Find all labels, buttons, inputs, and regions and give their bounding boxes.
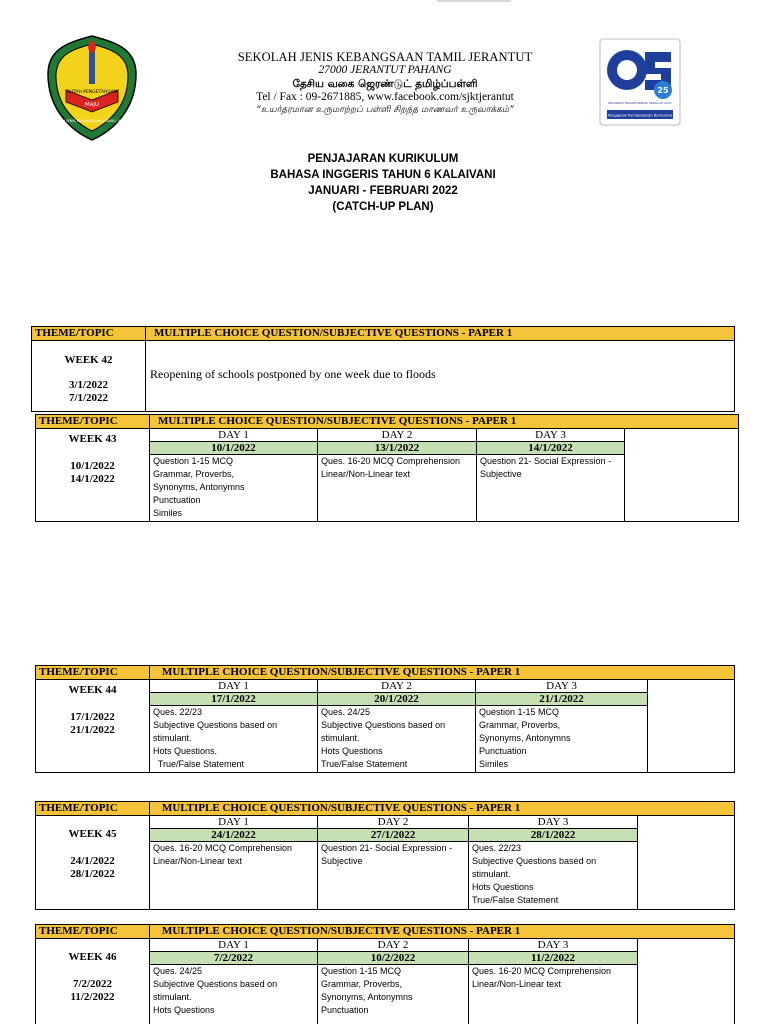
week-start-date: 3/1/2022 bbox=[68, 379, 109, 391]
day-date: 20/1/2022 bbox=[318, 693, 476, 706]
empty-cell bbox=[638, 816, 735, 910]
school-contact: Tel / Fax : 09-2671885, www.facebook.com/sjktjerantut bbox=[256, 91, 514, 103]
content-line: Question 1-15 MCQ bbox=[153, 456, 234, 466]
empty-cell bbox=[638, 939, 735, 1024]
content-line: stimulant. bbox=[153, 733, 192, 743]
school-tamil-name: தேசிய வகை ஜெரண்டுட் தமிழ்ப்பள்ளி bbox=[292, 78, 478, 90]
content-line: Linear/Non-Linear text bbox=[472, 979, 562, 989]
content-line: Punctuation bbox=[321, 1005, 369, 1015]
content-line: Linear/Non-Linear text bbox=[321, 469, 411, 479]
week-number: WEEK 45 bbox=[68, 828, 117, 840]
day-content bbox=[150, 842, 318, 910]
day-label: DAY 3 bbox=[469, 816, 638, 829]
day-date: 10/2/2022 bbox=[318, 952, 469, 965]
day-date: 13/1/2022 bbox=[318, 442, 477, 455]
title-line-1: PENJAJARAN KURIKULUM bbox=[307, 153, 459, 165]
theme-row bbox=[36, 802, 735, 816]
week-42-table bbox=[31, 326, 735, 412]
empty-cell bbox=[648, 680, 735, 773]
week-start-date: 17/1/2022 bbox=[70, 711, 115, 723]
week-start-date: 7/2/2022 bbox=[72, 978, 113, 990]
theme-text: MULTIPLE CHOICE QUESTION/SUBJECTIVE QUESTIONS - PAPER 1 bbox=[150, 925, 735, 939]
day-label: DAY 3 bbox=[477, 429, 625, 442]
theme-row bbox=[32, 327, 735, 341]
content-line: Hots Questions bbox=[153, 1005, 215, 1015]
content-line: Similes bbox=[153, 508, 183, 518]
theme-label: THEME/TOPIC bbox=[36, 415, 150, 429]
content-line: Grammar, Proverbs, bbox=[479, 720, 561, 730]
theme-label: THEME/TOPIC bbox=[36, 925, 150, 939]
week-end-date: 11/2/2022 bbox=[70, 991, 115, 1003]
day-content bbox=[476, 706, 648, 773]
content-line: Subjective bbox=[321, 856, 363, 866]
content-line: Subjective Questions based on bbox=[153, 979, 278, 989]
crest-ribbon-text: MAJU bbox=[84, 102, 100, 108]
content-line: Ques. 16-20 MCQ Comprehension bbox=[321, 456, 461, 466]
content-line: Ques. 24/25 bbox=[153, 966, 203, 976]
content-line: Hots Questions. bbox=[153, 746, 218, 756]
day-label: DAY 1 bbox=[150, 429, 318, 442]
school-crest-logo bbox=[44, 34, 140, 142]
content-line: Grammar, Proverbs, bbox=[153, 469, 235, 479]
theme-label: THEME/TOPIC bbox=[36, 802, 150, 816]
day-content bbox=[318, 706, 476, 773]
content-line: True/False Statement bbox=[321, 759, 408, 769]
day-content bbox=[318, 842, 469, 910]
day-label: DAY 2 bbox=[318, 816, 469, 829]
content-line: Grammar, Proverbs, bbox=[321, 979, 403, 989]
day-content bbox=[318, 965, 469, 1024]
content-line: Subjective Questions based on bbox=[472, 856, 597, 866]
content-line: Ques. 22/23 bbox=[153, 707, 203, 717]
content-line: Hots Questions bbox=[472, 882, 534, 892]
content-line: Ques. 16-20 MCQ Comprehension bbox=[153, 843, 293, 853]
day-label: DAY 1 bbox=[150, 680, 318, 693]
content-line: Hots Questions bbox=[321, 746, 383, 756]
day-label: DAY 2 bbox=[318, 429, 477, 442]
theme-row bbox=[36, 666, 735, 680]
day-content bbox=[477, 455, 625, 522]
day-content bbox=[469, 965, 638, 1024]
title-line-4: (CATCH-UP PLAN) bbox=[332, 201, 434, 213]
content-line: stimulant. bbox=[321, 733, 360, 743]
week-start-date: 10/1/2022 bbox=[70, 460, 115, 472]
content-line: Ques. 22/23 bbox=[472, 843, 522, 853]
week-43-table bbox=[35, 414, 739, 522]
week-cell bbox=[36, 429, 150, 522]
week-cell bbox=[36, 816, 150, 910]
day-date: 10/1/2022 bbox=[150, 442, 318, 455]
crest-banner-text: SUTAH PENGETAHUAN bbox=[66, 90, 118, 95]
content-line: Question 21- Social Expression - bbox=[480, 456, 612, 466]
content-line: Similes bbox=[479, 759, 509, 769]
day-label: DAY 1 bbox=[150, 816, 318, 829]
theme-text: MULTIPLE CHOICE QUESTION/SUBJECTIVE QUESTIONS - PAPER 1 bbox=[150, 415, 739, 429]
theme-label: THEME/TOPIC bbox=[32, 327, 146, 341]
school-header bbox=[200, 50, 570, 116]
theme-text: MULTIPLE CHOICE QUESTION/SUBJECTIVE QUESTIONS - PAPER 1 bbox=[150, 666, 735, 680]
badge-caption: PROGRAM TRANSFORMASI SEKOLAH 2025 bbox=[608, 101, 672, 105]
week-number: WEEK 44 bbox=[68, 684, 117, 696]
day-label: DAY 3 bbox=[469, 939, 638, 952]
week-end-date: 14/1/2022 bbox=[70, 473, 115, 485]
week-number: WEEK 46 bbox=[68, 951, 117, 963]
content-line: True/False Statement bbox=[153, 759, 245, 769]
day-date: 27/1/2022 bbox=[318, 829, 469, 842]
day-content bbox=[150, 455, 318, 522]
badge-number: 25 bbox=[657, 86, 669, 95]
day-label: DAY 2 bbox=[318, 680, 476, 693]
content-line: Ques. 24/25 bbox=[321, 707, 371, 717]
week-cell bbox=[32, 341, 146, 412]
transformation-badge-logo bbox=[599, 38, 681, 126]
day-date: 11/2/2022 bbox=[469, 952, 638, 965]
title-line-3: JANUARI - FEBRUARI 2022 bbox=[308, 185, 458, 197]
week-cell bbox=[36, 680, 150, 773]
week-note: Reopening of schools postponed by one week due to floods bbox=[146, 341, 735, 412]
day-content bbox=[150, 965, 318, 1024]
content-line: Subjective bbox=[480, 469, 522, 479]
content-line: Synonyms, Antonymns bbox=[153, 482, 245, 492]
theme-text: MULTIPLE CHOICE QUESTION/SUBJECTIVE QUESTIONS - PAPER 1 bbox=[146, 327, 735, 341]
week-46-table bbox=[35, 924, 735, 1024]
day-label: DAY 3 bbox=[476, 680, 648, 693]
school-name: SEKOLAH JENIS KEBANGSAAN TAMIL JERANTUT bbox=[237, 50, 533, 64]
content-line: stimulant. bbox=[472, 869, 511, 879]
school-address: 27000 JERANTUT PAHANG bbox=[318, 64, 452, 76]
page-top-mark bbox=[437, 0, 511, 2]
week-number: WEEK 43 bbox=[68, 433, 117, 445]
week-number: WEEK 42 bbox=[64, 354, 113, 366]
day-date: 28/1/2022 bbox=[469, 829, 638, 842]
day-date: 24/1/2022 bbox=[150, 829, 318, 842]
theme-text: MULTIPLE CHOICE QUESTION/SUBJECTIVE QUESTIONS - PAPER 1 bbox=[150, 802, 735, 816]
document-title bbox=[200, 151, 566, 215]
day-label: DAY 1 bbox=[150, 939, 318, 952]
day-content bbox=[150, 706, 318, 773]
day-label: DAY 2 bbox=[318, 939, 469, 952]
week-end-date: 21/1/2022 bbox=[70, 724, 115, 736]
content-line: Synonyms, Antonymns bbox=[479, 733, 571, 743]
week-cell bbox=[36, 939, 150, 1024]
content-line: Synonyms, Antonymns bbox=[321, 992, 413, 1002]
theme-row bbox=[36, 925, 735, 939]
day-content bbox=[318, 455, 477, 522]
content-line: Question 1-15 MCQ bbox=[479, 707, 560, 717]
content-line: Subjective Questions based on bbox=[321, 720, 446, 730]
content-line: stimulant. bbox=[153, 992, 192, 1002]
title-line-2: BAHASA INGGERIS TAHUN 6 KALAIVANI bbox=[270, 169, 496, 181]
theme-row bbox=[36, 415, 739, 429]
content-line: Ques. 16-20 MCQ Comprehension bbox=[472, 966, 612, 976]
empty-cell bbox=[625, 429, 739, 522]
content-line: Punctuation bbox=[479, 746, 527, 756]
day-date: 21/1/2022 bbox=[476, 693, 648, 706]
week-45-table bbox=[35, 801, 735, 910]
badge-footer: Penggerak Pembelajaran Bermakna bbox=[607, 113, 673, 118]
week-end-date: 28/1/2022 bbox=[70, 868, 115, 880]
crest-ring-text: SEKOLAH JENIS KEBANGSAAN (TAMIL) JERANTUT bbox=[48, 119, 136, 123]
theme-label: THEME/TOPIC bbox=[36, 666, 150, 680]
school-motto: “உயர்தரமான உருமாற்றப் பள்ளி சிறந்த மாணவர் உருவாக்கம்” bbox=[256, 105, 514, 115]
day-date: 7/2/2022 bbox=[150, 952, 318, 965]
day-content bbox=[469, 842, 638, 910]
content-line: Subjective Questions based on bbox=[153, 720, 278, 730]
week-44-table bbox=[35, 665, 735, 773]
content-line: Punctuation bbox=[153, 495, 201, 505]
week-end-date: 7/1/2022 bbox=[68, 392, 109, 404]
content-line: Linear/Non-Linear text bbox=[153, 856, 243, 866]
day-date: 17/1/2022 bbox=[150, 693, 318, 706]
content-line: Question 21- Social Expression - bbox=[321, 843, 453, 853]
day-date: 14/1/2022 bbox=[477, 442, 625, 455]
content-line: True/False Statement bbox=[472, 895, 559, 905]
week-start-date: 24/1/2022 bbox=[70, 855, 115, 867]
content-line: Question 1-15 MCQ bbox=[321, 966, 402, 976]
